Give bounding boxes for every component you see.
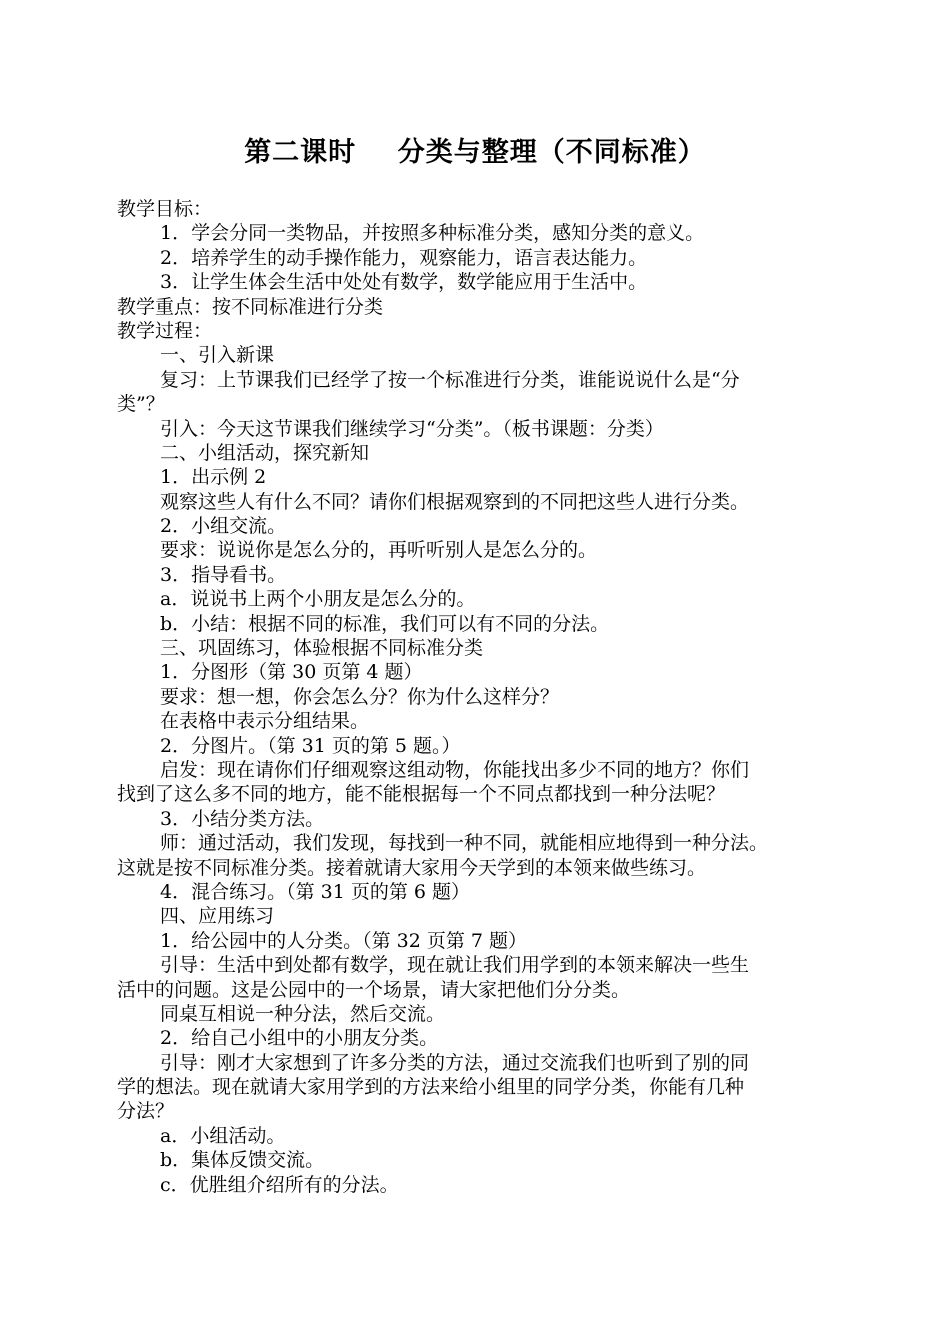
text-line: 观察这些人有什么不同？请你们根据观察到的不同把这些人进行分类。 [160,490,750,513]
text-line: 1．分图形（第 30 页第 4 题） [160,661,423,684]
text-line: 二、小组活动，探究新知 [160,441,370,464]
text-line: 三、巩固练习，体验根据不同标准分类 [160,637,484,660]
text-line: 引导：生活中到处都有数学，现在就让我们用学到的本领来解决一些生 [160,954,750,977]
text-line: 2．分图片。（第 31 页的第 5 题。） [160,734,461,757]
text-line: 1．给公园中的人分类。（第 32 页第 7 题） [160,929,528,952]
text-line: b．小结：根据不同的标准，我们可以有不同的分法。 [160,612,610,635]
text-line: 2．培养学生的动手操作能力，观察能力，语言表达能力。 [160,246,648,269]
text-line: 四、应用练习 [160,905,275,928]
text-line: 学的想法。现在就请大家用学到的方法来给小组里的同学分类，你能有几种 [117,1076,745,1099]
text-line: 要求：想一想，你会怎么分？你为什么这样分？ [160,685,560,708]
text-line: 引导：刚才大家想到了许多分类的方法，通过交流我们也听到了别的同 [160,1051,750,1074]
text-line: 3．指导看书。 [160,563,287,586]
text-line: 找到了这么多不同的地方，能不能根据每一个不同点都找到一种分法呢？ [117,783,726,806]
text-line: 这就是按不同标准分类。接着就请大家用今天学到的本领来做些练习。 [117,856,707,879]
document-body [117,197,847,1197]
text-line: 活中的问题。这是公园中的一个场景，请大家把他们分分类。 [117,978,631,1001]
text-line: 师：通过活动，我们发现，每找到一种不同，就能相应地得到一种分法。 [160,832,769,855]
text-line: 3．小结分类方法。 [160,807,325,830]
text-line: 教学过程： [117,319,213,342]
text-line: 一、引入新课 [160,344,275,367]
text-line: 4．混合练习。（第 31 页的第 6 题） [160,880,471,903]
text-line: 2．小组交流。 [160,515,287,538]
text-line: 1．学会分同一类物品，并按照多种标准分类，感知分类的意义。 [160,222,705,245]
text-line: a．小组活动。 [160,1124,286,1147]
text-line: 分法？ [117,1100,175,1123]
text-line: 引入：今天这节课我们继续学习“分类”。（板书课题：分类） [160,417,664,440]
text-line: 同桌互相说一种分法，然后交流。 [160,1002,446,1025]
text-line: b．集体反馈交流。 [160,1149,325,1172]
text-line: 教学重点：按不同标准进行分类 [117,295,384,318]
text-line: 复习：上节课我们已经学了按一个标准进行分类，谁能说说什么是“分 [160,368,740,391]
text-line: 在表格中表示分组结果。 [160,710,370,733]
text-line: 1．出示例 2 [160,466,267,489]
document-title: 第二课时 分类与整理（不同标准） [244,137,706,168]
text-line: a．说说书上两个小朋友是怎么分的。 [160,588,476,611]
text-line: 3．让学生体会生活中处处有数学，数学能应用于生活中。 [160,271,648,294]
text-line: 启发：现在请你们仔细观察这组动物，你能找出多少不同的地方？你们 [160,758,750,781]
text-line: 要求：说说你是怎么分的，再听听别人是怎么分的。 [160,539,598,562]
text-line: 类”？ [117,393,165,416]
text-line: 2．给自己小组中的小朋友分类。 [160,1027,439,1050]
text-line: 教学目标： [117,198,213,220]
text-line: c．优胜组介绍所有的分法。 [160,1173,399,1196]
